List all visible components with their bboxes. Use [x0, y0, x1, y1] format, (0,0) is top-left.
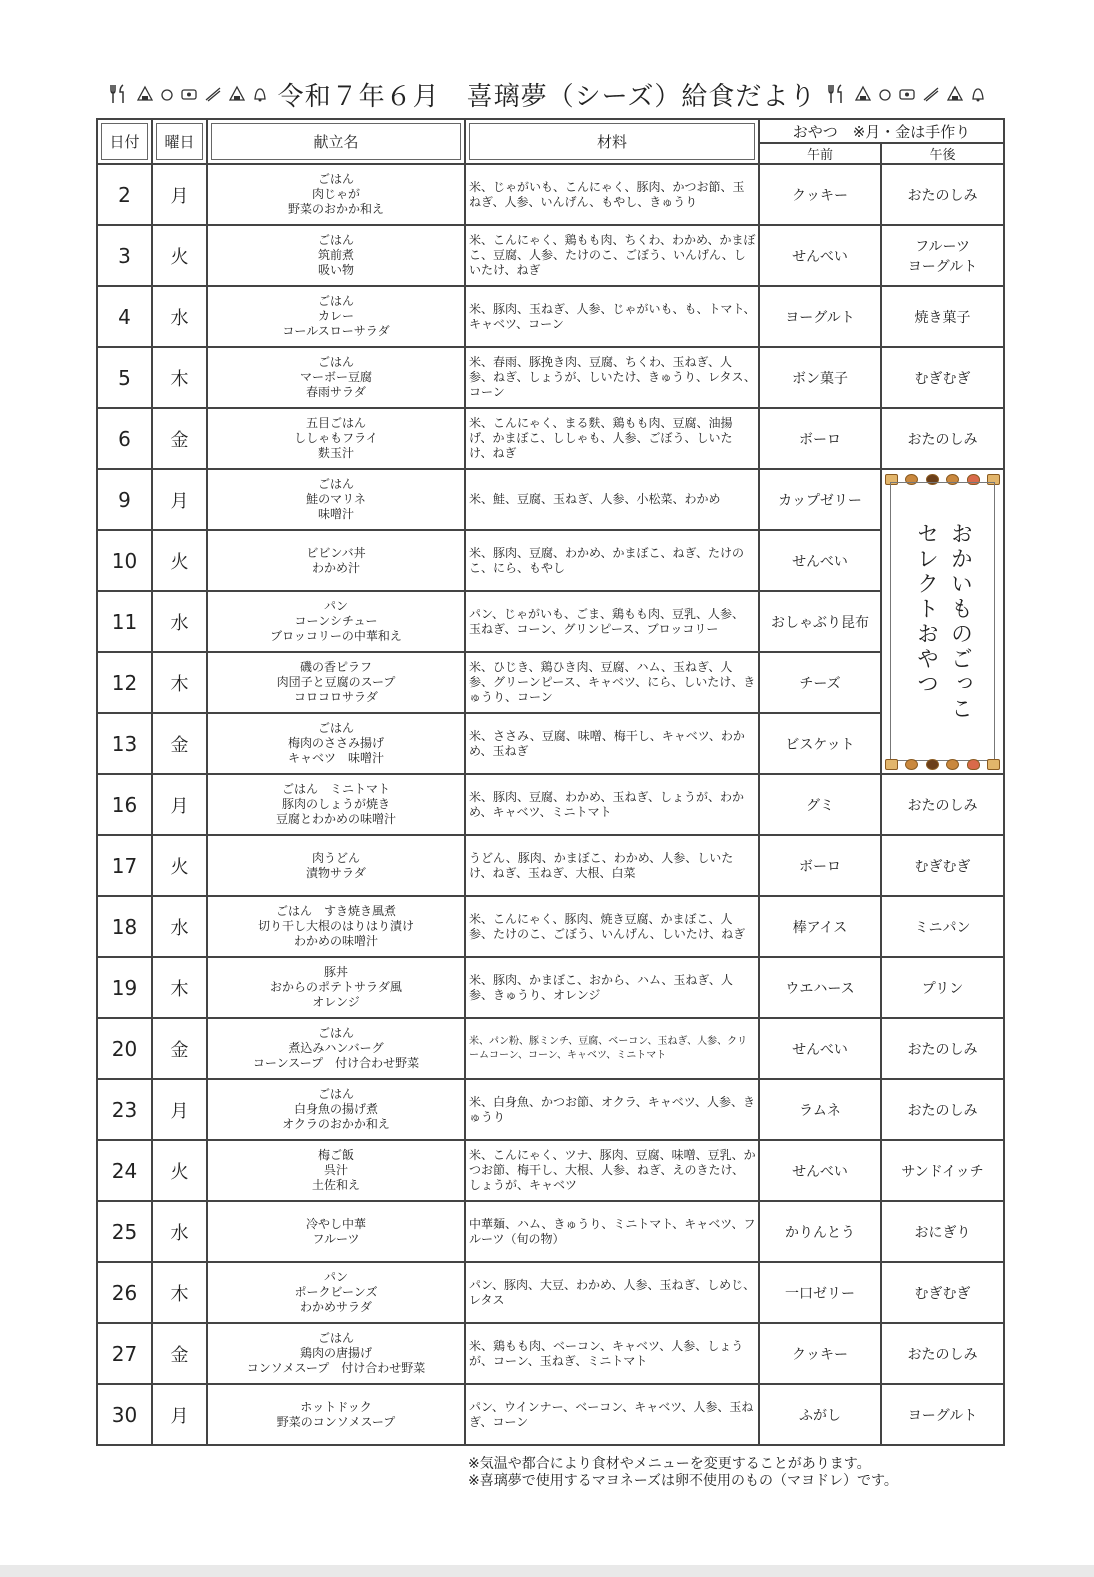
snack-am-cell [759, 1201, 881, 1262]
weekday-cell: 木 [152, 1262, 207, 1323]
chopsticks-icon [922, 85, 940, 103]
menu-cell [207, 1384, 465, 1445]
weekday-cell: 木 [152, 652, 207, 713]
weekday-cell: 月 [152, 469, 207, 530]
ingredients-cell: 米、こんにゃく、豚肉、焼き豆腐、かまぼこ、人参、たけのこ、ごぼう、いんげん、しいたけ、ねぎ [465, 896, 759, 957]
table-row [97, 347, 1004, 408]
menu-cell [207, 652, 465, 713]
date-cell: 23 [97, 1079, 152, 1140]
bear-cookie-icon [905, 759, 918, 770]
table-row [97, 835, 1004, 896]
onigiri-icon [136, 85, 154, 103]
table-row [97, 896, 1004, 957]
menu-cell-text: 磯の香ピラフ 肉団子と豆腐のスープ コロコロサラダ [276, 660, 396, 704]
snack-am-cell [759, 591, 881, 652]
date-cell: 25 [97, 1201, 152, 1262]
table-row [97, 1201, 1004, 1262]
menu-cell-text: 豚丼 おからのポテトサラダ風 オレンジ [270, 965, 402, 1009]
cookie-icon [885, 759, 898, 770]
menu-cell-text: 梅ご飯 呉汁 土佐和え [311, 1148, 360, 1192]
snack-pm-cell [881, 1201, 1004, 1262]
snack-pm-cell-text: おたのしみ [907, 797, 978, 814]
menu-cell [207, 225, 465, 286]
ingredients-cell: 米、こんにゃく、まる麩、鶏もも肉、豆腐、油揚げ、かまぼこ、ししゃも、人参、ごぼう、しいたけ、ねぎ [465, 408, 759, 469]
ingredients-cell: パン、豚肉、大豆、わかめ、人参、玉ねぎ、しめじ、レタス [465, 1262, 759, 1323]
header-snack: おやつ ※月・金は手作り [759, 119, 1004, 143]
decoration-left [108, 83, 268, 105]
snack-am-cell-text: せんべい [792, 1041, 848, 1058]
menu-cell [207, 469, 465, 530]
snack-am-cell-text: ボーロ [799, 431, 841, 448]
snack-pm-cell-text: おたのしみ [907, 1346, 978, 1363]
snack-am-cell-text: グミ [806, 797, 834, 814]
snack-am-cell-text: おしゃぶり昆布 [771, 614, 869, 631]
date-cell: 5 [97, 347, 152, 408]
select-snack-frame [890, 482, 995, 761]
table-header [97, 119, 1004, 164]
snack-am-cell [759, 713, 881, 774]
heart-cookie-icon [967, 759, 980, 770]
weekday-cell: 水 [152, 1201, 207, 1262]
menu-cell-text: 肉うどん 漬物サラダ [306, 850, 366, 880]
snack-pm-cell [881, 835, 1004, 896]
snack-pm-cell-text: むぎむぎ [914, 370, 971, 387]
date-cell: 26 [97, 1262, 152, 1323]
ingredients-cell: 米、豚肉、豆腐、わかめ、玉ねぎ、しょうが、わかめ、キャベツ、ミニトマト [465, 774, 759, 835]
menu-cell [207, 1079, 465, 1140]
ingredients-cell: 米、鶏もも肉、ベーコン、キャベツ、人参、しょうが、コーン、玉ねぎ、ミニトマト [465, 1323, 759, 1384]
utensils-icon [826, 83, 848, 105]
snack-am-cell [759, 1140, 881, 1201]
cup-icon [878, 87, 892, 101]
menu-cell [207, 164, 465, 225]
table-row [97, 286, 1004, 347]
menu-cell-text: ビビンバ丼 わかめ汁 [306, 545, 366, 575]
menu-cell-text: 冷やし中華 フルーツ [305, 1216, 366, 1246]
ingredients-cell: 米、春雨、豚挽き肉、豆腐、ちくわ、玉ねぎ、人参、ねぎ、しょうが、しいたけ、きゅうり、レタス、コーン [465, 347, 759, 408]
onigiri-icon-2 [228, 85, 246, 103]
snack-am-cell [759, 347, 881, 408]
weekday-cell: 火 [152, 1140, 207, 1201]
menu-cell [207, 530, 465, 591]
onigiri-icon [854, 85, 872, 103]
date-cell: 16 [97, 774, 152, 835]
date-cell: 13 [97, 713, 152, 774]
weekday-cell: 火 [152, 835, 207, 896]
menu-cell-text: ごはん 肉じゃが 野菜のおかか和え [287, 172, 384, 216]
footnote: ※気温や都合により食材やメニューを変更することがあります。 [468, 1456, 871, 1472]
header-pm: 午後 [881, 143, 1004, 164]
date-cell: 3 [97, 225, 152, 286]
table-row [97, 164, 1004, 225]
menu-cell [207, 835, 465, 896]
ingredients-cell: 米、白身魚、かつお節、オクラ、キャベツ、人参、きゅうり [465, 1079, 759, 1140]
snack-pm-cell [881, 957, 1004, 1018]
bell-icon [252, 85, 268, 103]
snack-pm-cell [881, 1140, 1004, 1201]
date-cell: 10 [97, 530, 152, 591]
table-row [97, 225, 1004, 286]
table-row [97, 713, 1004, 774]
onigiri-icon-2 [946, 85, 964, 103]
menu-cell [207, 713, 465, 774]
table-body [97, 164, 1004, 1445]
table-row [97, 1262, 1004, 1323]
table-row [97, 469, 1004, 530]
cookie-icon [926, 759, 939, 770]
menu-cell-text: ごはん 煮込みハンバーグ コーンスープ 付け合わせ野菜 [252, 1026, 420, 1070]
snack-am-cell-text: ふがし [799, 1407, 841, 1424]
menu-cell [207, 1140, 465, 1201]
date-cell: 9 [97, 469, 152, 530]
date-cell: 17 [97, 835, 152, 896]
cookie-border-bottom [885, 757, 1000, 771]
menu-cell-text: 五目ごはん ししゃもフライ 麩玉汁 [294, 416, 378, 460]
header-row [0, 74, 1094, 114]
weekday-cell: 木 [152, 957, 207, 1018]
weekday-cell: 金 [152, 1018, 207, 1079]
snack-am-cell-text: ボーロ [799, 858, 841, 875]
table-row [97, 408, 1004, 469]
snack-pm-cell [881, 1262, 1004, 1323]
ingredients-cell: 米、豚肉、かまぼこ、おから、ハム、玉ねぎ、人参、きゅうり、オレンジ [465, 957, 759, 1018]
weekday-cell: 月 [152, 164, 207, 225]
footnotes [468, 1456, 898, 1490]
menu-cell [207, 286, 465, 347]
snack-pm-cell-text: フルーツ ヨーグルト [907, 238, 978, 275]
page-bottom-band [0, 1565, 1094, 1577]
weekday-cell: 木 [152, 347, 207, 408]
menu-cell [207, 408, 465, 469]
snack-pm-cell [881, 347, 1004, 408]
snack-am-cell [759, 164, 881, 225]
cookie-icon [946, 759, 959, 770]
snack-pm-cell-text: ミニパン [914, 919, 971, 936]
snack-pm-cell [881, 225, 1004, 286]
table-row [97, 1140, 1004, 1201]
snack-pm-cell-text: おたのしみ [907, 431, 978, 448]
menu-cell [207, 896, 465, 957]
snack-am-cell [759, 896, 881, 957]
snack-pm-cell-text: おたのしみ [907, 187, 978, 204]
menu-cell-text: ホットドック 野菜のコンソメスープ [276, 1399, 396, 1429]
date-cell: 27 [97, 1323, 152, 1384]
snack-am-cell [759, 835, 881, 896]
snack-am-cell [759, 408, 881, 469]
snack-pm-cell [881, 774, 1004, 835]
date-cell: 11 [97, 591, 152, 652]
ingredients-cell: 米、ひじき、鶏ひき肉、豆腐、ハム、玉ねぎ、人参、グリーンピース、キャベツ、にら、しいたけ、きゅうり、コーン [465, 652, 759, 713]
header-dow: 曜日 [152, 119, 207, 164]
snack-pm-cell [881, 1018, 1004, 1079]
snack-am-cell-text: ビスケット [785, 736, 855, 753]
page-title: 令和７年６月 喜璃夢（シーズ）給食だより [277, 81, 817, 112]
ingredients-cell: パン、ウインナー、ベーコン、キャベツ、人参、玉ねぎ、コーン [465, 1384, 759, 1445]
ingredients-cell: 米、パン粉、豚ミンチ、豆腐、ベーコン、玉ねぎ、人参、クリームコーン、コーン、キャベツ、ミニトマト [465, 1018, 759, 1079]
snack-pm-cell-text: むぎむぎ [914, 1285, 971, 1302]
snack-am-cell [759, 1079, 881, 1140]
menu-cell [207, 347, 465, 408]
weekday-cell: 月 [152, 1384, 207, 1445]
weekday-cell: 火 [152, 225, 207, 286]
menu-table [96, 118, 1005, 1446]
weekday-cell: 水 [152, 896, 207, 957]
date-cell: 24 [97, 1140, 152, 1201]
snack-am-cell [759, 652, 881, 713]
snack-am-cell [759, 469, 881, 530]
snack-am-cell-text: せんべい [792, 1163, 848, 1180]
snack-am-cell-text: クッキー [792, 187, 848, 204]
snack-pm-cell-text: ヨーグルト [907, 1407, 978, 1424]
snack-pm-cell [881, 1384, 1004, 1445]
ingredients-cell: 米、こんにゃく、鶏もも肉、ちくわ、わかめ、かまぼこ、豆腐、人参、たけのこ、ごぼう、いんげん、しいたけ、ねぎ [465, 225, 759, 286]
menu-cell-text: パン コーンシチュー ブロッコリーの中華和え [270, 599, 402, 643]
ingredients-cell: 米、豚肉、玉ねぎ、人参、じゃがいも、も、トマト、キャベツ、コーン [465, 286, 759, 347]
snack-pm-cell-text: おにぎり [914, 1224, 971, 1241]
snack-am-cell-text: せんべい [792, 248, 848, 265]
weekday-cell: 金 [152, 1323, 207, 1384]
snack-pm-cell-text: 焼き菓子 [914, 309, 971, 326]
snack-pm-cell [881, 896, 1004, 957]
select-snack-cell [881, 469, 1004, 774]
menu-cell [207, 1262, 465, 1323]
weekday-cell: 水 [152, 286, 207, 347]
snack-pm-cell-text: おたのしみ [907, 1041, 978, 1058]
bunny-cookie-icon [987, 759, 1000, 770]
ingredients-cell: 米、鮭、豆腐、玉ねぎ、人参、小松菜、わかめ [465, 469, 759, 530]
snack-pm-cell [881, 286, 1004, 347]
snack-am-cell-text: クッキー [792, 1346, 848, 1363]
menu-cell-text: ごはん 筑前煮 吸い物 [317, 233, 354, 277]
table-row [97, 652, 1004, 713]
snack-am-cell-text: かりんとう [785, 1224, 855, 1241]
cup-icon [160, 87, 174, 101]
snack-pm-cell-text: むぎむぎ [914, 858, 971, 875]
select-snack-label: おかいものごっこ セレクトおやつ [913, 521, 973, 722]
snack-am-cell [759, 1262, 881, 1323]
menu-cell [207, 1201, 465, 1262]
table-row [97, 957, 1004, 1018]
date-cell: 30 [97, 1384, 152, 1445]
snack-am-cell-text: せんべい [792, 553, 848, 570]
snack-am-cell-text: 一口ゼリー [785, 1285, 855, 1302]
snack-am-cell-text: チーズ [799, 675, 841, 692]
menu-cell-text: ごはん マーボー豆腐 春雨サラダ [299, 355, 372, 399]
snack-am-cell-text: ウエハース [785, 980, 855, 997]
table-row [97, 1384, 1004, 1445]
snack-pm-cell [881, 1079, 1004, 1140]
menu-cell [207, 591, 465, 652]
menu-cell-text: ごはん ミニトマト 豚肉のしょうが焼き 豆腐とわかめの味噌汁 [275, 782, 396, 826]
snack-am-cell [759, 286, 881, 347]
bento-icon [180, 86, 198, 102]
header-am: 午前 [759, 143, 881, 164]
ingredients-cell: 米、こんにゃく、ツナ、豚肉、豆腐、味噌、豆乳、かつお節、梅干し、大根、人参、ねぎ、えのきたけ、しょうが、キャベツ [465, 1140, 759, 1201]
snack-am-cell [759, 774, 881, 835]
header-date: 日付 [97, 119, 152, 164]
menu-cell-text: ごはん 鶏肉の唐揚げ コンソメスープ 付け合わせ野菜 [246, 1331, 426, 1375]
menu-cell-text: ごはん 鮭のマリネ 味噌汁 [306, 477, 366, 521]
table-row [97, 1079, 1004, 1140]
header-menu: 献立名 [207, 119, 465, 164]
bento-icon [898, 86, 916, 102]
table-row [97, 530, 1004, 591]
menu-cell [207, 1018, 465, 1079]
snack-am-cell [759, 225, 881, 286]
table-row [97, 591, 1004, 652]
header-ingredients: 材料 [465, 119, 759, 164]
ingredients-cell: 米、じゃがいも、こんにゃく、豚肉、かつお節、玉ねぎ、人参、いんげん、もやし、きゅうり [465, 164, 759, 225]
table-row [97, 1018, 1004, 1079]
snack-am-cell-text: カップゼリー [778, 492, 862, 509]
ingredients-cell: 中華麺、ハム、きゅうり、ミニトマト、キャベツ、フルーツ（旬の物） [465, 1201, 759, 1262]
snack-am-cell [759, 957, 881, 1018]
date-cell: 20 [97, 1018, 152, 1079]
table-row [97, 1323, 1004, 1384]
snack-pm-cell-text: おたのしみ [907, 1102, 978, 1119]
weekday-cell: 月 [152, 1079, 207, 1140]
menu-cell [207, 774, 465, 835]
menu-cell-text: ごはん カレー コールスローサラダ [282, 294, 390, 338]
snack-pm-cell-text: プリン [921, 980, 964, 997]
ingredients-cell: 米、ささみ、豆腐、味噌、梅干し、キャベツ、わかめ、玉ねぎ [465, 713, 759, 774]
snack-am-cell-text: ボン菓子 [792, 370, 848, 387]
snack-pm-cell [881, 164, 1004, 225]
table-row [97, 774, 1004, 835]
footnote: ※喜璃夢で使用するマヨネーズは卵不使用のもの（マヨドレ）です。 [468, 1473, 898, 1489]
date-cell: 6 [97, 408, 152, 469]
menu-cell-text: ごはん 梅肉のささみ揚げ キャベツ 味噌汁 [287, 721, 384, 765]
snack-am-cell [759, 530, 881, 591]
date-cell: 4 [97, 286, 152, 347]
menu-cell [207, 1323, 465, 1384]
snack-pm-cell [881, 1323, 1004, 1384]
bell-icon [970, 85, 986, 103]
menu-cell-text: ごはん 白身魚の揚げ煮 オクラのおかか和え [282, 1087, 390, 1131]
date-cell: 18 [97, 896, 152, 957]
date-cell: 2 [97, 164, 152, 225]
weekday-cell: 金 [152, 713, 207, 774]
weekday-cell: 月 [152, 774, 207, 835]
chopsticks-icon [204, 85, 222, 103]
ingredients-cell: パン、じゃがいも、ごま、鶏もも肉、豆乳、人参、玉ねぎ、コーン、グリンピース、ブロッコリー [465, 591, 759, 652]
snack-pm-cell-text: サンドイッチ [901, 1163, 984, 1180]
menu-cell-text: パン ポークビーンズ わかめサラダ [294, 1270, 378, 1314]
weekday-cell: 火 [152, 530, 207, 591]
weekday-cell: 水 [152, 591, 207, 652]
snack-am-cell [759, 1323, 881, 1384]
ingredients-cell: 米、豚肉、豆腐、わかめ、かまぼこ、ねぎ、たけのこ、にら、もやし [465, 530, 759, 591]
snack-am-cell [759, 1018, 881, 1079]
snack-pm-cell [881, 408, 1004, 469]
decoration-right [826, 83, 986, 105]
date-cell: 12 [97, 652, 152, 713]
snack-am-cell-text: ヨーグルト [785, 309, 855, 326]
snack-am-cell [759, 1384, 881, 1445]
ingredients-cell: うどん、豚肉、かまぼこ、わかめ、人参、しいたけ、ねぎ、玉ねぎ、大根、白菜 [465, 835, 759, 896]
utensils-icon [108, 83, 130, 105]
weekday-cell: 金 [152, 408, 207, 469]
snack-am-cell-text: ラムネ [799, 1102, 841, 1119]
date-cell: 19 [97, 957, 152, 1018]
snack-am-cell-text: 棒アイス [792, 919, 848, 936]
menu-cell-text: ごはん すき焼き風煮 切り干し大根のはりはり漬け わかめの味噌汁 [257, 904, 414, 948]
menu-cell [207, 957, 465, 1018]
